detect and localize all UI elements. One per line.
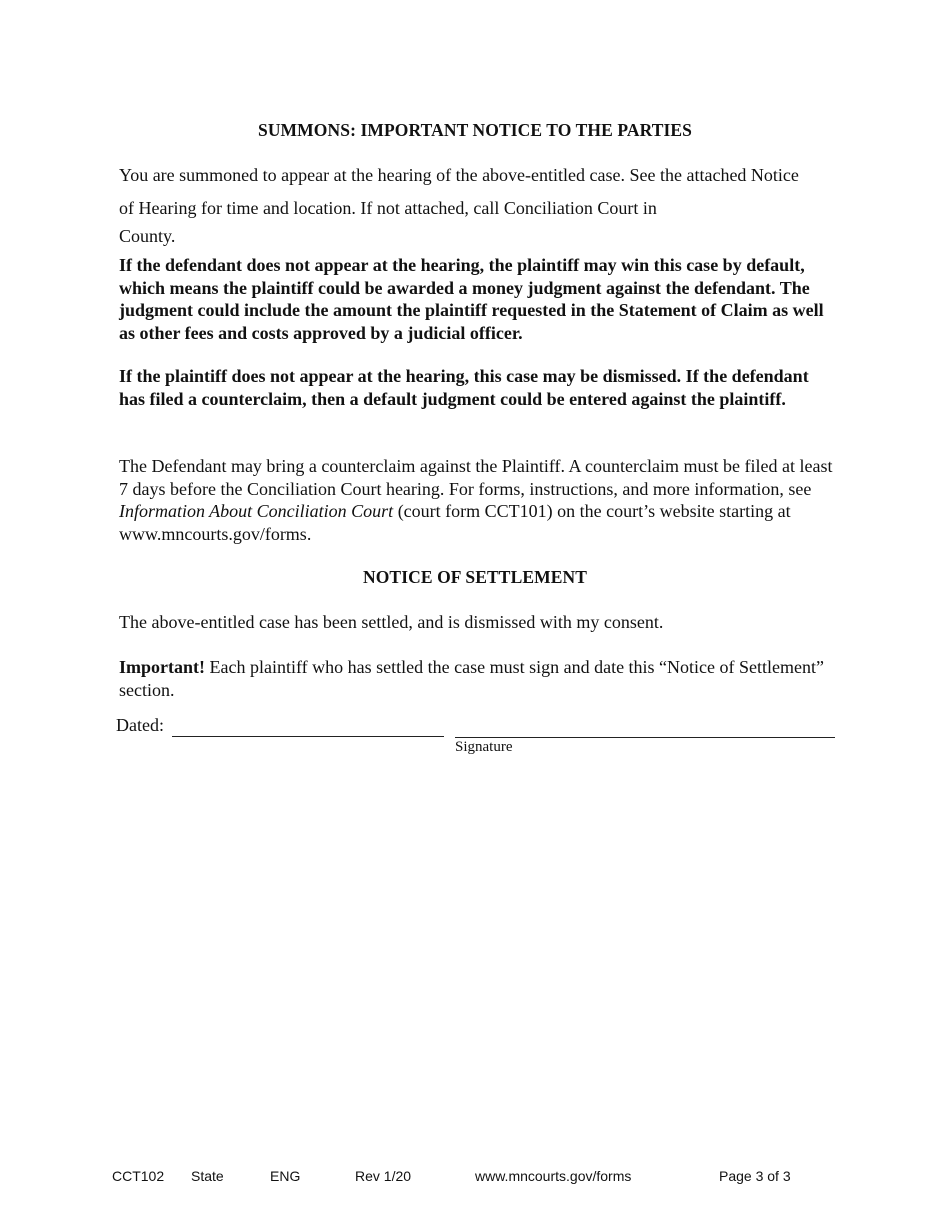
summons-line-1: You are summoned to appear at the hearing of the above-entitled case. See the attached Notice: [119, 165, 799, 185]
summons-line-2: of Hearing for time and location. If not attached, call Conciliation Court in: [119, 198, 657, 218]
important-text: Each plaintiff who has settled the case must sign and date this “Notice of Settlement” section.: [119, 657, 824, 700]
important-note: [119, 656, 837, 701]
defendant-warning: If the defendant does not appear at the hearing, the plaintiff may win this case by default, which means the plaintiff could be awarded a money judgment against the defendant. The judgment could include the amount the plaintiff requested in the Statement of Claim as well as other fees and costs approved by a judicial officer.: [119, 255, 824, 343]
counterclaim-paragraph: [119, 455, 837, 545]
summons-heading: SUMMONS: IMPORTANT NOTICE TO THE PARTIES: [257, 120, 693, 140]
counterclaim-text-1: The Defendant may bring a counterclaim against the Plaintiff. A counterclaim must be filed at least 7 days before the Conciliation Court hearing. For forms, instructions, and more information, see: [119, 456, 833, 499]
settlement-heading: NOTICE OF SETTLEMENT: [362, 567, 588, 587]
signature-label: Signature: [455, 739, 513, 755]
footer-language: ENG: [270, 1168, 301, 1184]
footer-form-code: CCT102: [112, 1168, 165, 1184]
counterclaim-text-2: (court form CCT101) on the court’s website starting at www.mncourts.gov/forms.: [119, 501, 791, 544]
dated-label: Dated:: [116, 715, 164, 735]
footer-page-number: Page 3 of 3: [719, 1168, 791, 1184]
footer-website: www.mncourts.gov/forms: [475, 1168, 632, 1184]
summons-line-3: County.: [119, 226, 176, 246]
settlement-statement: The above-entitled case has been settled, and is dismissed with my consent.: [119, 612, 664, 632]
dated-line[interactable]: [172, 736, 444, 737]
counterclaim-form-title: Information About Conciliation Court: [119, 501, 394, 521]
footer-jurisdiction: State: [191, 1168, 224, 1184]
important-label: Important!: [119, 657, 205, 677]
signature-line[interactable]: [455, 737, 835, 738]
plaintiff-warning: If the plaintiff does not appear at the hearing, this case may be dismissed. If the defendant has filed a counterclaim, then a default judgment could be entered against the plaintiff.: [119, 366, 809, 409]
footer-revision: Rev 1/20: [355, 1168, 412, 1184]
